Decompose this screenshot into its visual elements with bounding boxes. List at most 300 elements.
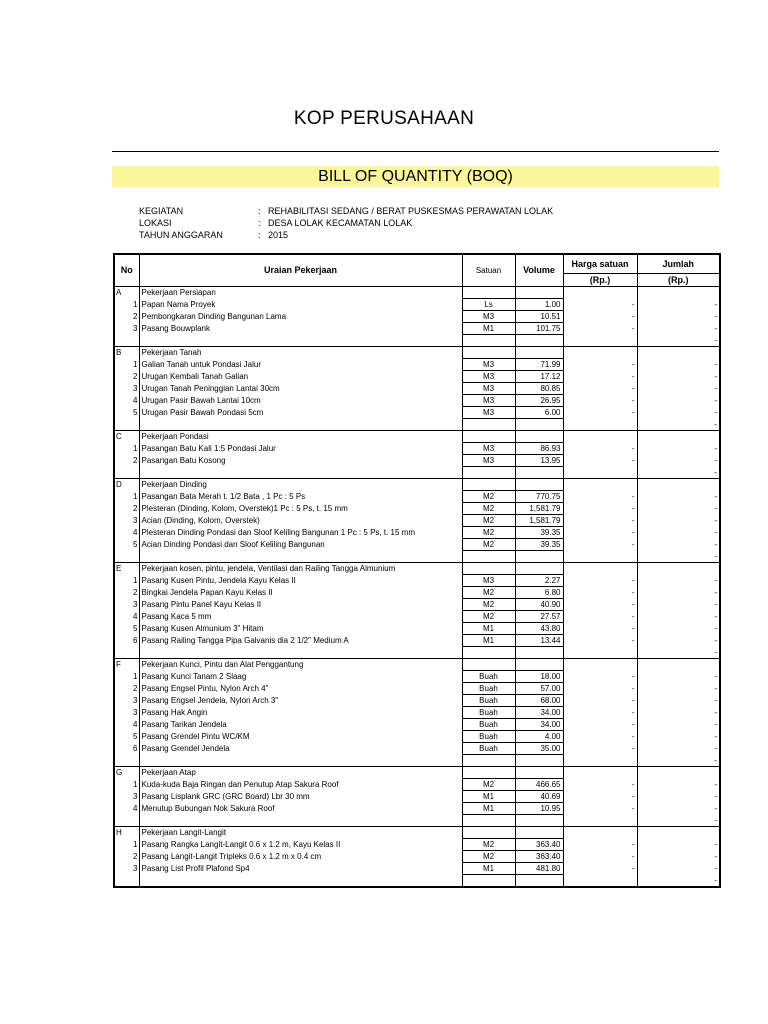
row-unit: M2 (462, 599, 515, 611)
section-title: Pekerjaan Langit-Langit (139, 827, 462, 839)
row-volume: 1.00 (515, 299, 563, 311)
row-number: 5 (124, 731, 139, 743)
subtotal-empty-cell (563, 755, 637, 767)
row-description: Pembongkaran Dinding Bangunan Lama (139, 311, 462, 323)
table-row (114, 503, 720, 515)
row-description: Urugan Pasir Bawah Lantai 10cm (139, 395, 462, 407)
subtotal-empty-cell (139, 755, 462, 767)
section-code: F (114, 659, 139, 671)
row-unit-price: - (563, 611, 637, 623)
row-unit-price: - (563, 323, 637, 335)
boq-table (113, 253, 721, 888)
table-row (114, 791, 720, 803)
header-volume: Volume (515, 254, 563, 287)
table-row (114, 539, 720, 551)
row-volume: 6.00 (515, 407, 563, 419)
row-unit: M2 (462, 779, 515, 791)
subtotal-empty-cell (139, 419, 462, 431)
row-unit-price: - (563, 443, 637, 455)
subtotal-amount: - (637, 551, 720, 563)
subtotal-amount: - (637, 335, 720, 347)
row-unit: Ls (462, 299, 515, 311)
row-number: 2 (124, 851, 139, 863)
row-unit-price: - (563, 383, 637, 395)
row-code-cell (114, 395, 124, 407)
row-unit-price: - (563, 575, 637, 587)
row-unit: M3 (462, 395, 515, 407)
row-code-cell (114, 575, 124, 587)
title-band (112, 166, 719, 187)
row-volume: 35.00 (515, 743, 563, 755)
row-unit-price: - (563, 311, 637, 323)
row-volume: 363.40 (515, 851, 563, 863)
row-amount: - (637, 371, 720, 383)
subtotal-empty-cell (114, 467, 139, 479)
row-unit-price: - (563, 503, 637, 515)
header-harga-satuan: Harga satuan (563, 254, 637, 274)
section-empty-cell (637, 827, 720, 839)
project-info-label: TAHUN ANGGARAN (139, 230, 223, 240)
row-unit-price: - (563, 791, 637, 803)
row-amount: - (637, 803, 720, 815)
row-unit: M3 (462, 443, 515, 455)
project-info-row (139, 217, 553, 229)
subtotal-amount: - (637, 647, 720, 659)
section-empty-cell (515, 431, 563, 443)
section-empty-cell (462, 431, 515, 443)
row-number: 1 (124, 575, 139, 587)
row-amount: - (637, 791, 720, 803)
subtotal-empty-cell (563, 419, 637, 431)
row-number: 6 (124, 635, 139, 647)
row-description: Pasang Kunci Tanam 2 Slaag (139, 671, 462, 683)
table-row (114, 527, 720, 539)
row-volume: 18.00 (515, 671, 563, 683)
section-empty-cell (637, 287, 720, 299)
row-unit: M2 (462, 611, 515, 623)
section-header-row (114, 431, 720, 443)
section-empty-cell (515, 659, 563, 671)
section-header-row (114, 563, 720, 575)
table-row (114, 731, 720, 743)
row-volume: 34.00 (515, 719, 563, 731)
row-number: 1 (124, 443, 139, 455)
row-unit: M1 (462, 323, 515, 335)
table-row (114, 671, 720, 683)
row-number: 4 (124, 527, 139, 539)
row-unit: M2 (462, 587, 515, 599)
row-description: Pasang Grendel Jendela (139, 743, 462, 755)
project-info-label: LOKASI (139, 218, 172, 228)
project-info-row (139, 205, 553, 217)
row-unit: Buah (462, 743, 515, 755)
section-code: C (114, 431, 139, 443)
section-header-row (114, 767, 720, 779)
row-amount: - (637, 719, 720, 731)
section-code: A (114, 287, 139, 299)
section-code: D (114, 479, 139, 491)
section-title: Pekerjaan Dinding (139, 479, 462, 491)
row-unit-price: - (563, 587, 637, 599)
row-amount: - (637, 839, 720, 851)
section-empty-cell (515, 347, 563, 359)
subtotal-empty-cell (563, 467, 637, 479)
row-code-cell (114, 635, 124, 647)
row-description: Pasang List Profil Plafond Sp4 (139, 863, 462, 875)
row-code-cell (114, 671, 124, 683)
table-row (114, 311, 720, 323)
row-number: 6 (124, 743, 139, 755)
row-description: Pasangan Bata Merah t. 1/2 Bata , 1 Pc : 5 Ps (139, 491, 462, 503)
row-number: 1 (124, 671, 139, 683)
section-header-row (114, 347, 720, 359)
row-volume: 466.65 (515, 779, 563, 791)
subtotal-empty-cell (462, 335, 515, 347)
row-volume: 10.95 (515, 803, 563, 815)
row-unit: M2 (462, 491, 515, 503)
row-code-cell (114, 611, 124, 623)
row-description: Pasang Engsel Pintu, Nylon Arch 4" (139, 683, 462, 695)
row-unit: M3 (462, 371, 515, 383)
subtotal-amount: - (637, 755, 720, 767)
subtotal-empty-cell (139, 647, 462, 659)
row-unit: M3 (462, 383, 515, 395)
row-code-cell (114, 839, 124, 851)
subtotal-empty-cell (139, 467, 462, 479)
row-description: Pasang Lisplank GRC (GRC Board) Lbr 30 mm (139, 791, 462, 803)
subtotal-empty-cell (462, 647, 515, 659)
row-amount: - (637, 779, 720, 791)
row-code-cell (114, 731, 124, 743)
row-volume: 57.00 (515, 683, 563, 695)
section-empty-cell (462, 827, 515, 839)
row-volume: 363.40 (515, 839, 563, 851)
row-amount: - (637, 743, 720, 755)
row-number: 2 (124, 683, 139, 695)
row-description: Acian (Dinding, Kolom, Overstek) (139, 515, 462, 527)
row-number: 3 (124, 707, 139, 719)
row-amount: - (637, 311, 720, 323)
row-unit: M1 (462, 635, 515, 647)
row-volume: 101.75 (515, 323, 563, 335)
subtotal-row (114, 647, 720, 659)
row-description: Pasang Kusen Almunium 3" Hitam (139, 623, 462, 635)
section-empty-cell (462, 767, 515, 779)
row-code-cell (114, 515, 124, 527)
header-jumlah-unit: (Rp.) (637, 274, 720, 287)
row-code-cell (114, 407, 124, 419)
row-code-cell (114, 443, 124, 455)
row-number: 4 (124, 611, 139, 623)
row-number: 3 (124, 383, 139, 395)
row-description: Pasang Kusen Pintu, Jendela Kayu Kelas II (139, 575, 462, 587)
row-unit-price: - (563, 695, 637, 707)
table-row (114, 635, 720, 647)
row-unit: M1 (462, 863, 515, 875)
row-amount: - (637, 323, 720, 335)
subtotal-row (114, 467, 720, 479)
row-unit-price: - (563, 803, 637, 815)
row-unit: M2 (462, 527, 515, 539)
row-unit: Buah (462, 683, 515, 695)
subtotal-empty-cell (515, 875, 563, 888)
row-code-cell (114, 863, 124, 875)
row-volume: 34.00 (515, 707, 563, 719)
row-volume: 27.57 (515, 611, 563, 623)
row-description: Kuda-kuda Baja Ringan dan Penutup Atap Sakura Roof (139, 779, 462, 791)
project-info-colon: : (258, 206, 261, 216)
row-amount: - (637, 707, 720, 719)
table-row (114, 839, 720, 851)
table-row (114, 623, 720, 635)
row-amount: - (637, 443, 720, 455)
row-volume: 68.00 (515, 695, 563, 707)
subtotal-empty-cell (114, 647, 139, 659)
row-amount: - (637, 515, 720, 527)
subtotal-empty-cell (462, 419, 515, 431)
row-number: 3 (124, 791, 139, 803)
row-number: 3 (124, 323, 139, 335)
table-row (114, 707, 720, 719)
row-amount: - (637, 455, 720, 467)
row-amount: - (637, 683, 720, 695)
section-empty-cell (637, 659, 720, 671)
subtotal-row (114, 419, 720, 431)
row-code-cell (114, 743, 124, 755)
section-title: Pekerjaan Persiapan (139, 287, 462, 299)
row-volume: 770.75 (515, 491, 563, 503)
row-unit: M2 (462, 839, 515, 851)
subtotal-empty-cell (139, 875, 462, 888)
subtotal-amount: - (637, 875, 720, 888)
row-unit: M1 (462, 623, 515, 635)
subtotal-empty-cell (563, 335, 637, 347)
row-amount: - (637, 491, 720, 503)
section-empty-cell (462, 287, 515, 299)
row-code-cell (114, 527, 124, 539)
row-description: Menutup Bubungan Nok Sakura Roof (139, 803, 462, 815)
row-number: 3 (124, 695, 139, 707)
project-info-row (139, 229, 553, 241)
subtotal-empty-cell (114, 419, 139, 431)
row-amount: - (637, 635, 720, 647)
row-unit: M3 (462, 407, 515, 419)
row-unit: M2 (462, 503, 515, 515)
row-unit: M2 (462, 851, 515, 863)
row-unit: M3 (462, 455, 515, 467)
row-code-cell (114, 803, 124, 815)
row-unit-price: - (563, 599, 637, 611)
row-unit: M2 (462, 539, 515, 551)
row-unit-price: - (563, 671, 637, 683)
row-unit: M3 (462, 311, 515, 323)
header-harga-unit: (Rp.) (563, 274, 637, 287)
row-amount: - (637, 851, 720, 863)
row-unit: M2 (462, 515, 515, 527)
subtotal-empty-cell (114, 551, 139, 563)
section-header-row (114, 287, 720, 299)
row-description: Acian Dinding Pondasi dan Sloof Keliling Bangunan (139, 539, 462, 551)
section-code: H (114, 827, 139, 839)
section-empty-cell (563, 563, 637, 575)
row-code-cell (114, 683, 124, 695)
table-row (114, 611, 720, 623)
section-header-row (114, 827, 720, 839)
row-amount: - (637, 695, 720, 707)
table-row (114, 407, 720, 419)
row-volume: 10.51 (515, 311, 563, 323)
row-description: Pasangan Batu Kosong (139, 455, 462, 467)
row-description: Pasang Grendel Pintu WC/KM (139, 731, 462, 743)
section-empty-cell (563, 347, 637, 359)
row-description: Plesteran (Dinding, Kolom, Overstek)1 Pc : 5 Ps, t. 15 mm (139, 503, 462, 515)
project-info-colon: : (258, 218, 261, 228)
row-unit: Buah (462, 695, 515, 707)
subtotal-row (114, 815, 720, 827)
row-volume: 43.80 (515, 623, 563, 635)
row-amount: - (637, 383, 720, 395)
subtotal-amount: - (637, 419, 720, 431)
section-code: E (114, 563, 139, 575)
row-code-cell (114, 779, 124, 791)
row-amount: - (637, 503, 720, 515)
subtotal-empty-cell (462, 467, 515, 479)
subtotal-empty-cell (515, 647, 563, 659)
table-row (114, 863, 720, 875)
subtotal-row (114, 755, 720, 767)
subtotal-empty-cell (114, 335, 139, 347)
row-amount: - (637, 395, 720, 407)
row-number: 4 (124, 719, 139, 731)
subtotal-empty-cell (515, 551, 563, 563)
row-number: 1 (124, 359, 139, 371)
project-info-colon: : (258, 230, 261, 240)
table-row (114, 515, 720, 527)
header-divider (112, 151, 719, 152)
row-unit-price: - (563, 407, 637, 419)
row-amount: - (637, 671, 720, 683)
row-code-cell (114, 707, 124, 719)
row-description: Plesteran Dinding Pondasi dan Sloof Keliling Bangunan 1 Pc : 5 Ps, t. 15 mm (139, 527, 462, 539)
section-title: Pekerjaan Pondasi (139, 431, 462, 443)
row-description: Bingkai Jendela Papan Kayu Kelas II (139, 587, 462, 599)
row-volume: 6.80 (515, 587, 563, 599)
row-unit-price: - (563, 539, 637, 551)
row-amount: - (637, 863, 720, 875)
row-amount: - (637, 299, 720, 311)
table-row (114, 443, 720, 455)
row-code-cell (114, 623, 124, 635)
row-code-cell (114, 323, 124, 335)
row-description: Urugan Kembali Tanah Galian (139, 371, 462, 383)
section-empty-cell (563, 287, 637, 299)
row-unit-price: - (563, 731, 637, 743)
project-info-value: REHABILITASI SEDANG / BERAT PUSKESMAS PERAWATAN LOLAK (268, 206, 554, 216)
subtotal-row (114, 875, 720, 888)
section-empty-cell (563, 659, 637, 671)
table-row (114, 323, 720, 335)
row-number: 2 (124, 371, 139, 383)
section-code: B (114, 347, 139, 359)
section-empty-cell (515, 767, 563, 779)
section-empty-cell (637, 767, 720, 779)
row-code-cell (114, 503, 124, 515)
row-unit-price: - (563, 635, 637, 647)
row-volume: 39.35 (515, 539, 563, 551)
section-empty-cell (515, 827, 563, 839)
subtotal-empty-cell (515, 755, 563, 767)
row-unit-price: - (563, 515, 637, 527)
section-empty-cell (515, 479, 563, 491)
header-uraian: Uraian Pekerjaan (139, 254, 462, 287)
table-row (114, 359, 720, 371)
row-number: 3 (124, 515, 139, 527)
row-amount: - (637, 575, 720, 587)
section-title: Pekerjaan Tanah (139, 347, 462, 359)
row-unit-price: - (563, 707, 637, 719)
subtotal-empty-cell (515, 419, 563, 431)
header-no: No (114, 254, 139, 287)
subtotal-empty-cell (462, 875, 515, 888)
section-header-row (114, 479, 720, 491)
row-code-cell (114, 695, 124, 707)
row-amount: - (637, 599, 720, 611)
row-unit-price: - (563, 527, 637, 539)
section-empty-cell (462, 563, 515, 575)
section-header-row (114, 659, 720, 671)
row-unit-price: - (563, 743, 637, 755)
row-number: 1 (124, 779, 139, 791)
row-number: 2 (124, 455, 139, 467)
row-unit: Buah (462, 671, 515, 683)
row-volume: 13.95 (515, 455, 563, 467)
subtotal-empty-cell (462, 815, 515, 827)
row-unit: M3 (462, 575, 515, 587)
table-row (114, 683, 720, 695)
row-description: Pasang Railing Tangga Pipa Galvanis dia 2 1/2" Medium A (139, 635, 462, 647)
subtotal-amount: - (637, 467, 720, 479)
table-row (114, 599, 720, 611)
row-amount: - (637, 623, 720, 635)
row-code-cell (114, 311, 124, 323)
section-empty-cell (563, 827, 637, 839)
table-row (114, 743, 720, 755)
section-empty-cell (563, 767, 637, 779)
row-unit-price: - (563, 395, 637, 407)
section-title: Pekerjaan Atap (139, 767, 462, 779)
row-description: Pasang Hak Angin (139, 707, 462, 719)
row-number: 1 (124, 491, 139, 503)
row-volume: 40.69 (515, 791, 563, 803)
row-unit-price: - (563, 455, 637, 467)
section-empty-cell (563, 431, 637, 443)
table-row (114, 719, 720, 731)
boq-table-body (114, 287, 720, 888)
project-info-label: KEGIATAN (139, 206, 184, 216)
row-unit-price: - (563, 839, 637, 851)
row-amount: - (637, 527, 720, 539)
section-empty-cell (637, 479, 720, 491)
document-title: BILL OF QUANTITY (BOQ) (318, 168, 513, 185)
row-unit-price: - (563, 851, 637, 863)
row-unit-price: - (563, 779, 637, 791)
row-code-cell (114, 539, 124, 551)
row-unit: M3 (462, 359, 515, 371)
row-code-cell (114, 383, 124, 395)
row-number: 2 (124, 311, 139, 323)
header-jumlah: Jumlah (637, 254, 720, 274)
row-number: 1 (124, 299, 139, 311)
